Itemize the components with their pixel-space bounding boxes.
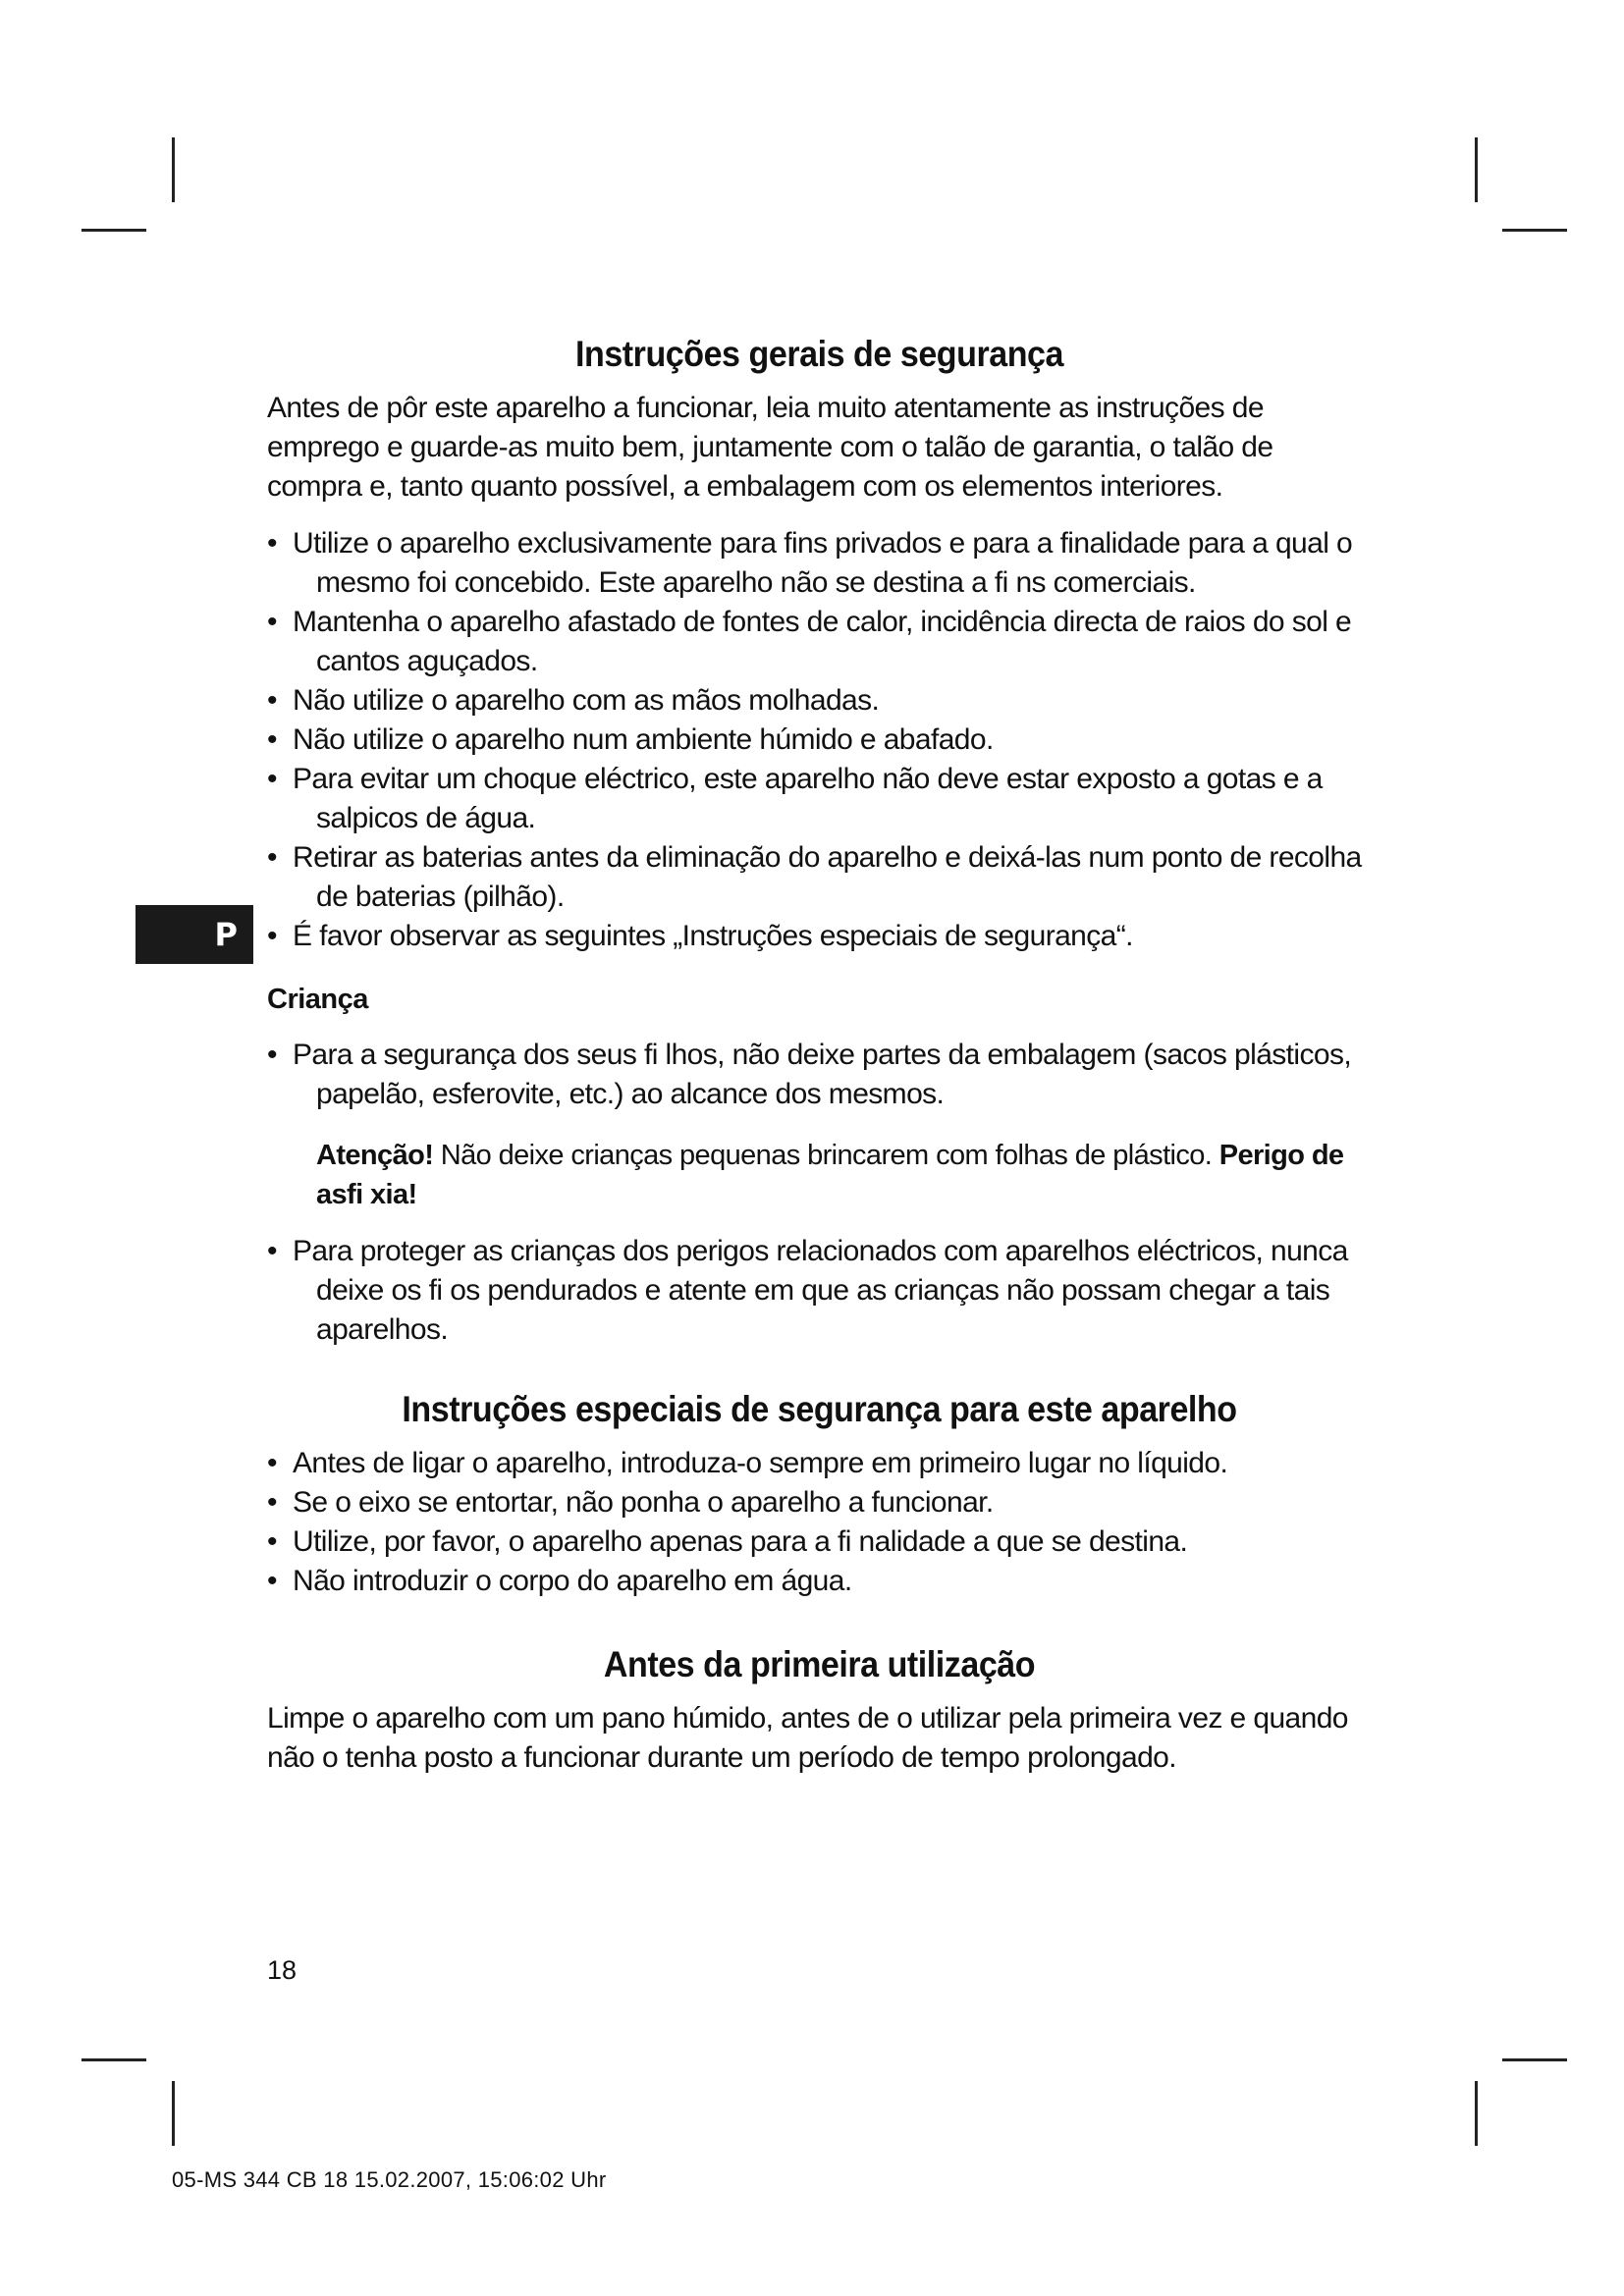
list-item: • Antes de ligar o aparelho, introduza-o sempre em primeiro lugar no líquido.	[267, 1444, 1372, 1483]
crop-mark	[1502, 229, 1567, 232]
warning-text: Não deixe crianças pequenas brincarem com folhas de plástico.	[433, 1140, 1219, 1171]
warning-note	[316, 1136, 1372, 1214]
first-use-paragraph: Limpe o aparelho com um pano húmido, antes de o utilizar pela primeira vez e quando não o tenha posto a funcionar durante um período de tempo prolongado.	[267, 1702, 1348, 1774]
crop-mark	[81, 229, 146, 232]
section-title-first-use: Antes da primeira utilização	[603, 1644, 1036, 1684]
child-list	[267, 1036, 1372, 1114]
special-safety-section	[267, 1389, 1372, 1601]
child-heading: Criança	[267, 984, 368, 1015]
crop-mark	[172, 2081, 175, 2146]
intro-paragraph: Antes de pôr este aparelho a funcionar, leia muito atentamente as instruções de emprego e guarde-as muito bem, juntamente com o talão de garantia, o talão de compra e, tanto quanto possível, a embalagem com os elementos interiores.	[267, 392, 1273, 503]
list-item: • Não introduzir o corpo do aparelho em água.	[267, 1562, 1372, 1601]
list-item: • Não utilize o aparelho num ambiente húmido e abafado.	[267, 721, 1372, 760]
list-item: • Retirar as baterias antes da eliminação do aparelho e deixá-las num ponto de recolha de baterias (pilhão).	[267, 838, 1372, 917]
warning-label: Atenção!	[316, 1140, 434, 1171]
list-item: • Utilize, por favor, o aparelho apenas para a fi nalidade a que se destina.	[267, 1522, 1372, 1562]
list-item: • Utilize o aparelho exclusivamente para fins privados e para a finalidade para a qual o mesmo foi concebido. Este aparelho não se destina a fi ns comerciais.	[267, 524, 1372, 603]
special-safety-list	[267, 1444, 1372, 1601]
crop-mark	[1502, 2058, 1567, 2061]
section-title-general-safety: Instruções gerais de segurança	[574, 334, 1064, 374]
page-content	[267, 334, 1372, 1795]
language-tab-label: P	[214, 916, 238, 953]
section-title-special-safety: Instruções especiais de segurança para este aparelho	[402, 1389, 1237, 1429]
print-footer: 05-MS 344 CB 18 15.02.2007, 15:06:02 Uhr	[172, 2167, 607, 2192]
crop-mark	[1475, 137, 1478, 202]
list-item: • Para a segurança dos seus fi lhos, não deixe partes da embalagem (sacos plásticos, papelão, esferovite, etc.) ao alcance dos mesmos.	[267, 1036, 1372, 1114]
page-number: 18	[267, 1955, 298, 1985]
list-item: • Mantenha o aparelho afastado de fontes de calor, incidência directa de raios do sol e cantos aguçados.	[267, 603, 1372, 681]
crop-mark	[1475, 2081, 1478, 2146]
list-item: • Para proteger as crianças dos perigos relacionados com aparelhos eléctricos, nunca deixe os fi os pendurados e atente em que as crianças não possam chegar a tais aparelhos.	[267, 1232, 1372, 1350]
first-use-section	[267, 1644, 1372, 1778]
list-item: • Não utilize o aparelho com as mãos molhadas.	[267, 681, 1372, 721]
child-list-2	[267, 1232, 1372, 1350]
general-safety-list	[267, 524, 1372, 956]
crop-mark	[172, 137, 175, 202]
list-item: • É favor observar as seguintes „Instruções especiais de segurança“.	[267, 917, 1372, 956]
crop-mark	[81, 2058, 146, 2061]
warning-danger: Perigo de asfi xia!	[316, 1140, 1344, 1210]
list-item: • Se o eixo se entortar, não ponha o aparelho a funcionar.	[267, 1483, 1372, 1522]
language-tab	[135, 905, 253, 964]
list-item: • Para evitar um choque eléctrico, este aparelho não deve estar exposto a gotas e a salpicos de água.	[267, 760, 1372, 838]
